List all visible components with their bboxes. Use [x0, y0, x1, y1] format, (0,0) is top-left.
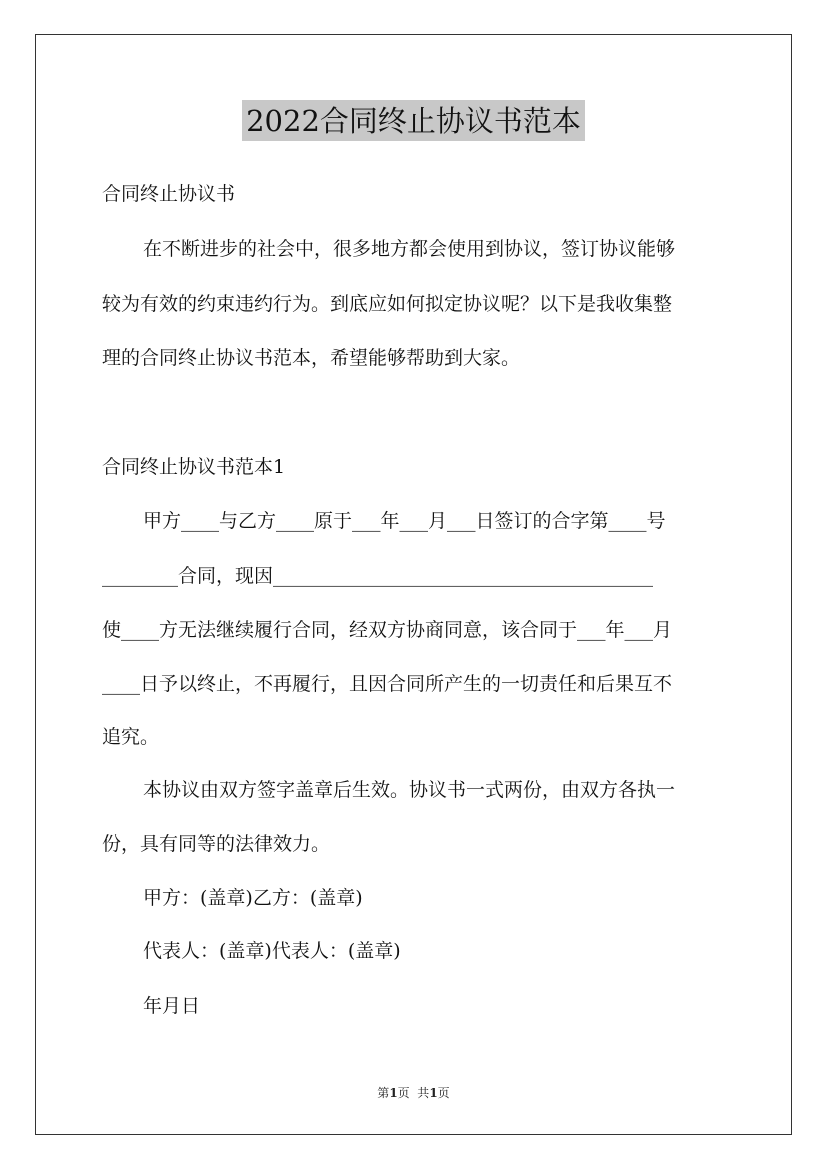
- footer-page-number: 1: [389, 1086, 398, 1100]
- page-footer: [0, 1085, 827, 1101]
- body-line-5: 追究。: [102, 726, 160, 748]
- signature-representative-line: 代表人：(盖章)代表人：(盖章): [143, 940, 401, 962]
- footer-page-prefix: 第: [377, 1086, 390, 1100]
- intro-line-2: 较为有效的约束违约行为。到底应如何拟定协议呢？以下是我收集整: [102, 293, 673, 315]
- effect-line-1: 本协议由双方签字盖章后生效。协议书一式两份，由双方各执一: [143, 779, 676, 801]
- body-line-1: 甲方____与乙方____原于___年___月___日签订的合字第____号: [143, 510, 666, 532]
- title-container: [0, 100, 827, 141]
- intro-line-1: 在不断进步的社会中，很多地方都会使用到协议，签订协议能够: [143, 238, 676, 260]
- body-line-3: 使____方无法继续履行合同，经双方协商同意，该合同于___年___月: [102, 619, 673, 641]
- footer-page-total: 1: [429, 1086, 438, 1100]
- footer-page-mid: 页 共: [397, 1086, 430, 1100]
- section-heading-template-1: 合同终止协议书范本1: [102, 456, 286, 478]
- section-heading-agreement: 合同终止协议书: [102, 183, 236, 205]
- body-line-4: ____日予以终止，不再履行，且因合同所产生的一切责任和后果互不: [102, 673, 673, 695]
- signature-party-line: 甲方：(盖章)乙方：(盖章): [143, 887, 363, 909]
- intro-line-3: 理的合同终止协议书范本，希望能够帮助到大家。: [102, 347, 521, 369]
- document-title: 2022合同终止协议书范本: [242, 100, 585, 141]
- body-line-2: ________合同，现因________________________________________: [102, 565, 654, 587]
- effect-line-2: 份，具有同等的法律效力。: [102, 833, 331, 855]
- footer-page-suffix: 页: [437, 1086, 450, 1100]
- date-line: 年月日: [143, 995, 201, 1017]
